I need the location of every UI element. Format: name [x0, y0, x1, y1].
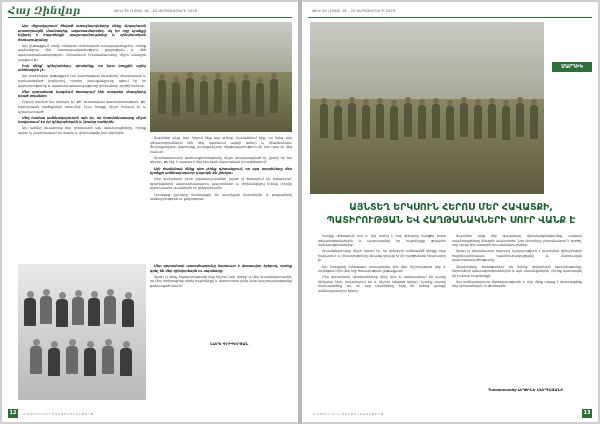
officer-figure — [66, 346, 78, 374]
officer-figure — [48, 348, 60, 376]
soldier-figure — [256, 83, 264, 117]
author-signature: ՆԱՐԵ ԳՐԻԳՈՐՅԱՆ — [210, 342, 249, 346]
officer-figure — [72, 297, 84, 325]
article-paragraph: Բոլորի համար նա օրինակ էր՝ թե՛ մարտական պատրաստության, թե՛ բարոյական արժեքների առումով: Նրա խոսքը միշտ հստակ էր և կշռադատված: — [18, 100, 146, 114]
left-page — [2, 2, 298, 422]
soldier-figure — [390, 106, 398, 140]
soldier-figure — [446, 106, 454, 140]
soldier-figure — [348, 103, 356, 137]
soldier-figure — [172, 82, 180, 116]
officer-figure — [30, 346, 42, 374]
article-paragraph: Զինվորները ծանոթանում են իրենց զորամասի պատմությանը, հերոսների կենսագրություններին և այն սխրանքներին, որոնք կատարվել են հանուն հայրենիքի: — [452, 264, 582, 278]
soldier-figure — [242, 80, 250, 114]
soldier-figure — [362, 105, 370, 139]
headline-line-2: ՊԱՏԻՐՈՒԹՅԱՆ ԵՎ ՀԱՂԹԱՆԱԿՆԵՐԻ ՍՈՒՐ ՎԱՆՔ Է — [326, 214, 576, 226]
article-paragraph: Մեր զորամասի կազմում ծառայում էին տարբեր մարզերից եկած տղաներ: — [18, 89, 146, 99]
photo-sky — [150, 22, 292, 72]
headline-line-1: ԱՅՆՏԵՂ ԵՐԿՍՈՒՆ ՀԵՐՈՍ ՄԵՐ ՀԱՎԱՏՔԻ, — [349, 202, 553, 213]
article-paragraph: Մեզ համար ամենակարևորն այն էր, որ հրամանատարը միշտ հավատում էր իր զինվորներին և նրանց ուժերին: — [18, 115, 146, 125]
soldier-figure — [418, 105, 426, 139]
article-paragraph: Կամքը մեծագույն ուժ է: Այդ ուժով է հայ զինվորը հաղթել բոլոր դժվարություններին և պաշտպանել իր հայրենիքը թշնամու ոտնձգություններից: — [318, 234, 446, 248]
archive-photo-officers — [18, 264, 146, 400]
soldier-figure — [228, 82, 236, 116]
soldiers-group-photo — [150, 22, 292, 132]
officer-figure — [40, 296, 52, 324]
header-rule — [8, 17, 292, 18]
soldier-figure — [530, 105, 538, 139]
article-headline — [318, 202, 584, 227]
article-paragraph: Այն ժամանակ մենք դեռ չէինք գիտակցում, որ այդ տարիները մեր կյանքի ամենակարևոր դպրոցն են լինելու: — [150, 166, 292, 176]
article-paragraph: Այս տարիների ընթացքում նա կարողացավ ձևավորել միասնական և համախմբված կոլեկտիվ, որտեղ յուրաքանչյուրը զգում էր իր կարևորությունը և պատասխանատվությունը ընդհանուր գործի համար: — [18, 74, 146, 88]
article-paragraph: Մեր զորամասի պատմությունը հարուստ է փառավոր էջերով, որոնք գրել են մեր զինվորներն ու սպաները: — [150, 264, 292, 273]
soldier-figure — [488, 104, 496, 138]
officer-figure — [56, 299, 68, 327]
soldier-figure — [200, 81, 208, 115]
header-rule — [308, 17, 592, 18]
page-number: 13 — [583, 410, 591, 416]
article-column-1 — [318, 234, 446, 398]
article-paragraph: Հրամանատարի պահանջկոտությունը միշտ արդարացված էր, քանի որ նա գիտեր, թե ինչ է սպասում մեզ իրական մարտական իրավիճակում: — [150, 155, 292, 165]
article-column-3 — [150, 264, 292, 334]
soldier-figure — [214, 79, 222, 113]
photo-sky — [310, 22, 544, 99]
article-paragraph: Հրամանատարը միշտ ասում էր, որ զինվորի ամենամեծ զենքը նրա հավատն է և միասնությունը: Առանց դրանց ոչ մի հաղթանակ հնարավոր չէ: — [318, 249, 446, 263]
footer-text: «Հ Ա Յ Զ Ի Ն Վ Ո Ր» Պ Ա Շ Տ Ո Ն Ա Կ Ա Ն Թ Ե Ր Թ — [22, 412, 94, 416]
article-paragraph: Այդ ընթացքում տեղի ունեցան մարտական առաջադրանքներ, որոնք պահանջում էին հաստատակամություն, քաջություն և մեծ պատասխանատվություն: Զորամասի հրամանատարը միշտ առաջին շարքում էր: — [18, 43, 146, 62]
article-column-2 — [150, 136, 292, 258]
soldier-figure — [404, 103, 412, 137]
article-paragraph: Այս ամենը ձևավորեց մեր զորամասի այն ավանդույթները, որոնք այսօր էլ շարունակում են ապրել և փոխանցվել նոր սերնդին: — [18, 126, 146, 135]
soldier-figure — [186, 78, 194, 112]
soldier-figure — [158, 80, 166, 114]
soldier-figure — [270, 79, 278, 113]
officer-figure — [120, 348, 132, 376]
article-column-2 — [452, 234, 582, 384]
article-paragraph: Սա ամենակարևոր ժառանգությունն է, որը մենք պետք է փոխանցենք մեր երեխաներին ու թոռներին: — [452, 279, 582, 289]
soldier-figure — [320, 104, 328, 138]
officer-figure — [84, 348, 96, 376]
footer-text: «Հ Ա Յ Զ Ի Ն Վ Ո Ր» Պ Ա Շ Տ Ո Ն Ա Կ Ա Ն Թ Ե Ր Թ — [312, 412, 384, 416]
author-signature: Պատրաստեց ԱՐՓԻՆԵ ՍԱՐԳՍՅԱՆԸ — [488, 388, 564, 392]
article-column-1 — [18, 24, 146, 258]
soldier-figure — [474, 105, 482, 139]
soldier-figure — [502, 106, 510, 140]
issue-line: ԹԻՎ 35 (1580) 16 - 22 ՍԵՊՏԵՄԲԵՐԻ 2020 — [114, 8, 198, 13]
article-paragraph: Մեր զորամասի վետերանները մինչ օրս էլ պահպանում են կապը միմյանց հետ, հանդիպում են և հիշում անցած օրերը: Նրանք բոլորը համակարծիք են, որ այդ տարիները եղել են իրենց կյանքի ամենալուսավոր էջերը: — [318, 275, 446, 294]
article-paragraph: Իսկ մենք՝ զինվորներս, գիտեինք, որ նրա կողքին ոչինչ անհնարին չէ: — [18, 63, 146, 73]
article-paragraph: Նրանցից շատերը մասնակցել են ապրիլյան մարտերին և ցուցաբերել անձնվիրություն ու քաջություն: — [150, 192, 292, 202]
page-number: 12 — [9, 410, 17, 416]
officer-figure — [104, 296, 116, 324]
soldiers-lineup-photo — [310, 22, 544, 194]
soldier-figure — [376, 104, 384, 138]
masthead-logo: Հայ Զինվոր — [8, 6, 81, 17]
article-paragraph: Այսօր էլ մենք հպարտությամբ ենք հիշում այդ օրերը և մեր հրամանատարին, ով մեզ սովորեցրեց սիրել հայրենիքը և պատրաստ լինել նրա պաշտպանությանը ցանկացած պահի: — [150, 274, 292, 288]
soldier-figure — [432, 104, 440, 138]
soldier-figure — [334, 106, 342, 140]
officer-figure — [102, 346, 114, 374]
issue-line: ԹԻՎ 35 (1580) 16 - 22 ՍԵՊՏԵՄԲԵՐԻ 2020 — [312, 8, 396, 13]
article-paragraph: Այս միջավայրում ծնված առաջնորդներից մեկը Արցախյան պատերազմի մասնակից, ազատամարտիկ, ով իր ողջ կյանքը նվիրել է հայրենիքի պաշտպանությանը և զինվորական ծառայությանը: — [18, 24, 146, 42]
soldier-figure — [516, 103, 524, 137]
article-paragraph: Այսօր էլ զորամասում հատուկ ուշադրություն է դարձվում զինվորների հայրենասիրական դաստիարակությանը և մարտական պատրաստվածությանը: — [452, 249, 582, 263]
article-paragraph: Այս խոսքերը խորապես տպավորվել էին մեր հիշողության մեջ և ուղեկցում էին մեզ ողջ ծառայության ընթացքում: — [318, 264, 446, 274]
article-paragraph: Տարիներ անց մեր զորամասը վերակազմավորվեց, սակայն ավանդույթները մնացին անփոփոխ: Նոր սերունդը շարունակում է գործը, որը սկսել էին առաջին հրամանատարները: — [452, 234, 582, 248]
right-page — [302, 2, 598, 422]
section-label: ՄԱՐԴԻԿ — [552, 62, 592, 72]
officer-figure — [88, 298, 100, 326]
soldier-figure — [460, 103, 468, 137]
officer-figure — [122, 299, 134, 327]
officer-figure — [24, 298, 36, 326]
article-paragraph: Մեր զորամասի շատ շրջանավարտներ այսօր էլ ծառայում են բանակում՝ զբաղեցնելով պատասխանատու պաշտոններ և փոխանցելով իրենց փորձը երիտասարդ սպաներին ու զինվորներին: — [150, 177, 292, 191]
article-paragraph: Տարիներ անց, երբ հիշում ենք այդ օրերը, հասկանում ենք, որ հենց այդ դժվարություններն էին մեզ դարձնում ավելի ամուր և միասնական: Յուրաքանչյուր վարժանք, յուրաքանչյուր հերթապահություն մի նոր դաս էր մեզ համար: — [150, 136, 292, 154]
